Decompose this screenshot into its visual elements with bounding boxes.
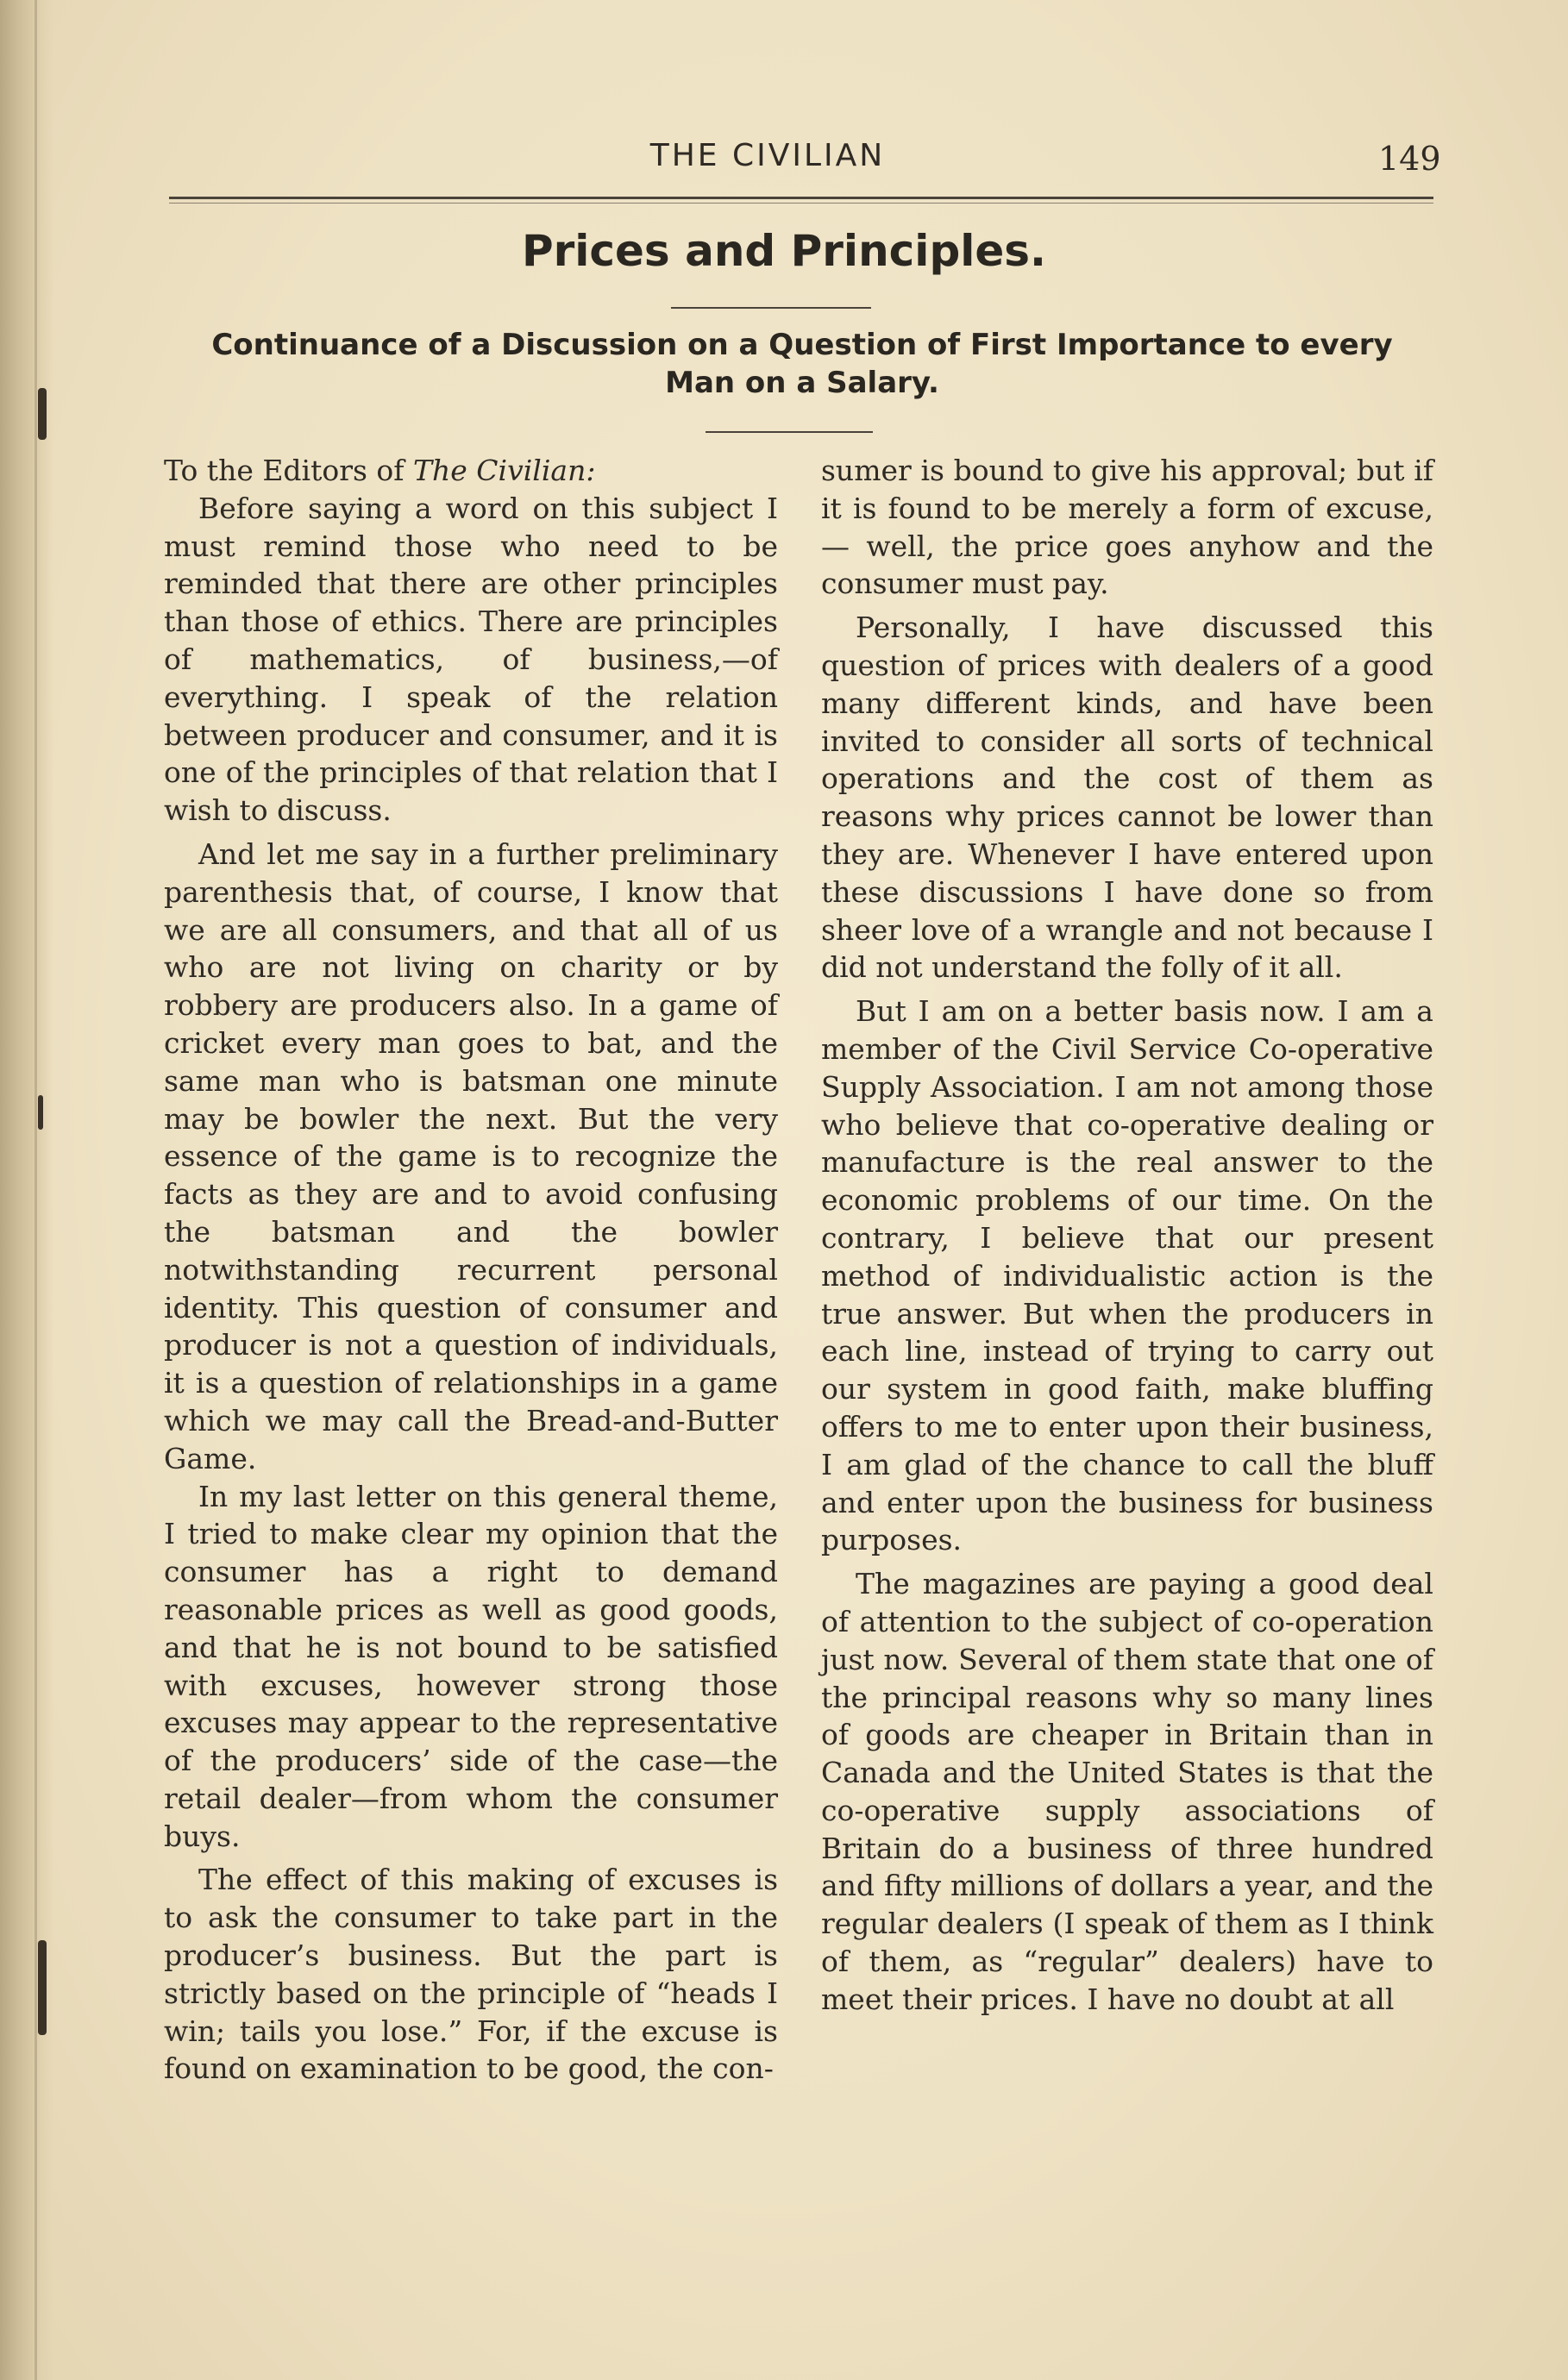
paragraph: The magazines are paying a good deal of attention to the subject of co-operation just now. Several of them state that one of the principal reasons why so many lines of goods are cheaper in Britain than in Canada and the United States is that the co-operative supply associations of Britain do a business of three hundred and fifty millions of dollars a year, and the regular dealers (I speak of them as I think of them, as “regular” dealers) have to meet their prices. I have no doubt at all bbox=[821, 1567, 1433, 2016]
article-subtitle: Continuance of a Discussion on a Question of First Importance to every Man on a Salary. bbox=[211, 328, 1393, 400]
binding-mark bbox=[38, 1095, 43, 1130]
header-rule-thin bbox=[169, 203, 1433, 204]
running-title: THE CIVILIAN bbox=[649, 138, 886, 173]
right-column bbox=[821, 452, 1433, 2019]
paragraph: Personally, I have discussed this question of prices with dealers of a good many different kinds, and have been invited to consider all sorts of technical operations and the cost of them as reasons why prices cannot be lower than they are. Whenever I have entered upon these discussions I have done so from sheer love of a wrangle and not because I did not understand the folly of it all. bbox=[821, 611, 1433, 985]
publication-name: The Civilian: bbox=[413, 454, 596, 487]
paragraph: The effect of this making of excuses is to ask the consumer to take part in the producer’s business. But the part is strictly based on the principle of “heads I win; tails you lose.” For, if the excuse is found on examination to be good, the con- bbox=[164, 1863, 778, 2086]
header-rule bbox=[169, 197, 1433, 199]
paragraph: And let me say in a further preliminary parenthesis that, of course, I know that we are all consumers, and that all of us who are not living on charity or by robbery are producers also. In a game of cricket every man goes to bat, and the same man who is batsman one minute may be bowler the next. But the very essence of the game is to recognize the facts as they are and to avoid confusing the batsman and the bowler notwithstanding recurrent personal identity. This question of consumer and producer is not a question of individuals, it is a question of relationships in a game which we may call the Bread-and-Butter Game. bbox=[164, 836, 778, 1475]
title-rule bbox=[671, 307, 871, 309]
salutation-prefix: To the Editors of bbox=[164, 454, 414, 487]
binding-mark bbox=[38, 388, 47, 440]
paragraph: In my last letter on this general theme, I tried to make clear my opinion that the consumer has a right to demand reasonable prices as well as good goods, and that he is not bound to be satisfied with excuses, however strong those excuses may appear to the representative of the producers’ side of the case—the retail dealer—from whom the consumer buys. bbox=[164, 1479, 778, 1853]
article-title: Prices and Principles. bbox=[521, 226, 1047, 276]
binding-line bbox=[34, 0, 37, 2380]
binding-mark bbox=[38, 1940, 47, 2035]
page-number: 149 bbox=[1378, 140, 1441, 178]
paragraph: But I am on a better basis now. I am a member of the Civil Service Co-operative Supply Association. I am not among those who believe that co-operative dealing or manufacture is the real answer to the economic problems of our time. On the contrary, I believe that our present method of individualistic action is the true answer. But when the producers in each line, instead of trying to carry out our system in good faith, make bluffing offers to me to enter upon their business, I am glad of the chance to call the bluff and enter upon the business for business purposes. bbox=[821, 994, 1433, 1557]
subtitle-rule bbox=[706, 431, 873, 433]
salutation bbox=[164, 452, 778, 490]
paragraph-continued: sumer is bound to give his approval; but if it is found to be merely a form of excuse, — well, the price goes anyhow and the consumer must pay. bbox=[821, 454, 1433, 601]
left-column bbox=[164, 452, 778, 2088]
running-header bbox=[0, 138, 1568, 181]
paragraph: Before saying a word on this subject I must remind those who need to be reminded that there are other principles than those of ethics. There are principles of mathematics, of business,—of everything. I speak of the relation between producer and consumer, and it is one of the principles of that relation that I wish to discuss. bbox=[164, 491, 778, 828]
